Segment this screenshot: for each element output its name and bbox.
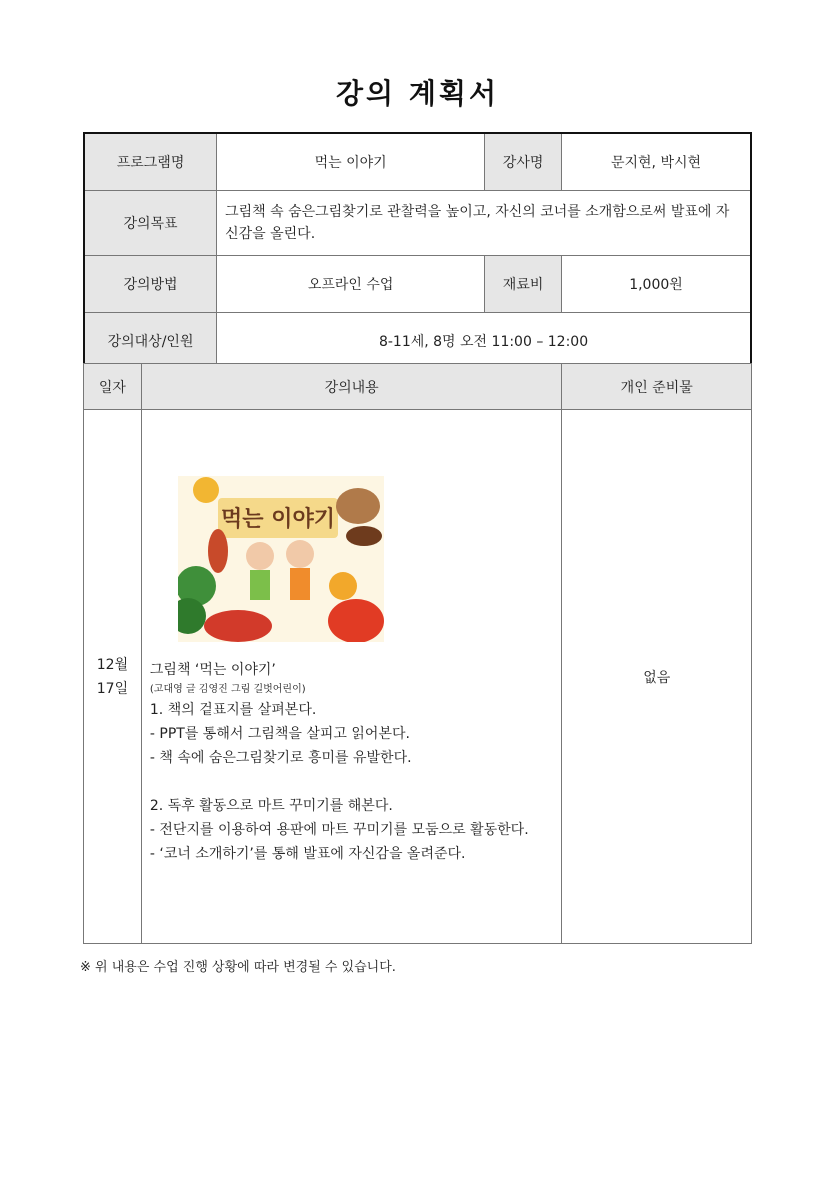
content-line: - PPT를 통해서 그림책을 살피고 읽어본다.	[149, 726, 410, 742]
date-cell	[84, 410, 142, 944]
goal-value: 그림책 속 숨은그림찾기로 관찰력을 높이고, 자신의 코너를 소개함으로써 발표에 자신감을 올린다.	[217, 191, 751, 256]
target-label: 강의대상/인원	[84, 313, 217, 371]
content-line: - ‘코너 소개하기’를 통해 발표에 자신감을 올려준다.	[149, 846, 466, 862]
schedule-row	[84, 410, 752, 944]
content-line: - 책 속에 숨은그림찾기로 흥미를 유발한다.	[149, 750, 412, 766]
method-label: 강의방법	[84, 256, 217, 313]
date-day: 17일	[96, 680, 129, 697]
target-row	[84, 313, 751, 371]
goal-label: 강의목표	[84, 191, 217, 256]
schedule-header-row	[84, 364, 752, 410]
goal-row	[84, 191, 751, 256]
supplies-cell: 없음	[562, 410, 752, 944]
program-label: 프로그램명	[84, 133, 217, 191]
header-content: 강의내용	[141, 364, 562, 410]
content-line: (고대영 글 김영진 그림 길벗어린이)	[149, 684, 306, 695]
program-value: 먹는 이야기	[217, 133, 485, 191]
content-line: - 전단지를 이용하여 용판에 마트 꾸미기를 모둠으로 활동한다.	[149, 822, 529, 838]
material-value: 1,000원	[561, 256, 751, 313]
instructor-value: 문지현, 박시현	[561, 133, 751, 191]
footnote: ※ 위 내용은 수업 진행 상황에 따라 변경될 수 있습니다.	[80, 960, 396, 975]
page-title: 강의 계획서	[336, 77, 499, 110]
header-supplies: 개인 준비물	[562, 364, 752, 410]
program-row	[84, 133, 751, 191]
content-lines	[150, 658, 554, 866]
content-cell	[141, 410, 562, 944]
content-line: 2. 독후 활동으로 마트 꾸미기를 해본다.	[149, 798, 393, 814]
book-cover-title: 먹는 이야기	[220, 507, 335, 532]
target-value: 8-11세, 8명 오전 11:00 – 12:00	[217, 313, 751, 371]
instructor-label: 강사명	[485, 133, 562, 191]
content-line: 그림책 ‘먹는 이야기’	[149, 662, 276, 678]
lecture-info-table	[83, 132, 752, 371]
method-value: 오프라인 수업	[217, 256, 485, 313]
method-row	[84, 256, 751, 313]
material-label: 재료비	[485, 256, 562, 313]
line-gap	[150, 770, 554, 794]
header-date: 일자	[84, 364, 142, 410]
book-cover-image	[178, 476, 384, 642]
content-line: 1. 책의 겉표지를 살펴본다.	[149, 702, 317, 718]
schedule-table	[83, 363, 752, 944]
date-month: 12월	[96, 656, 129, 673]
